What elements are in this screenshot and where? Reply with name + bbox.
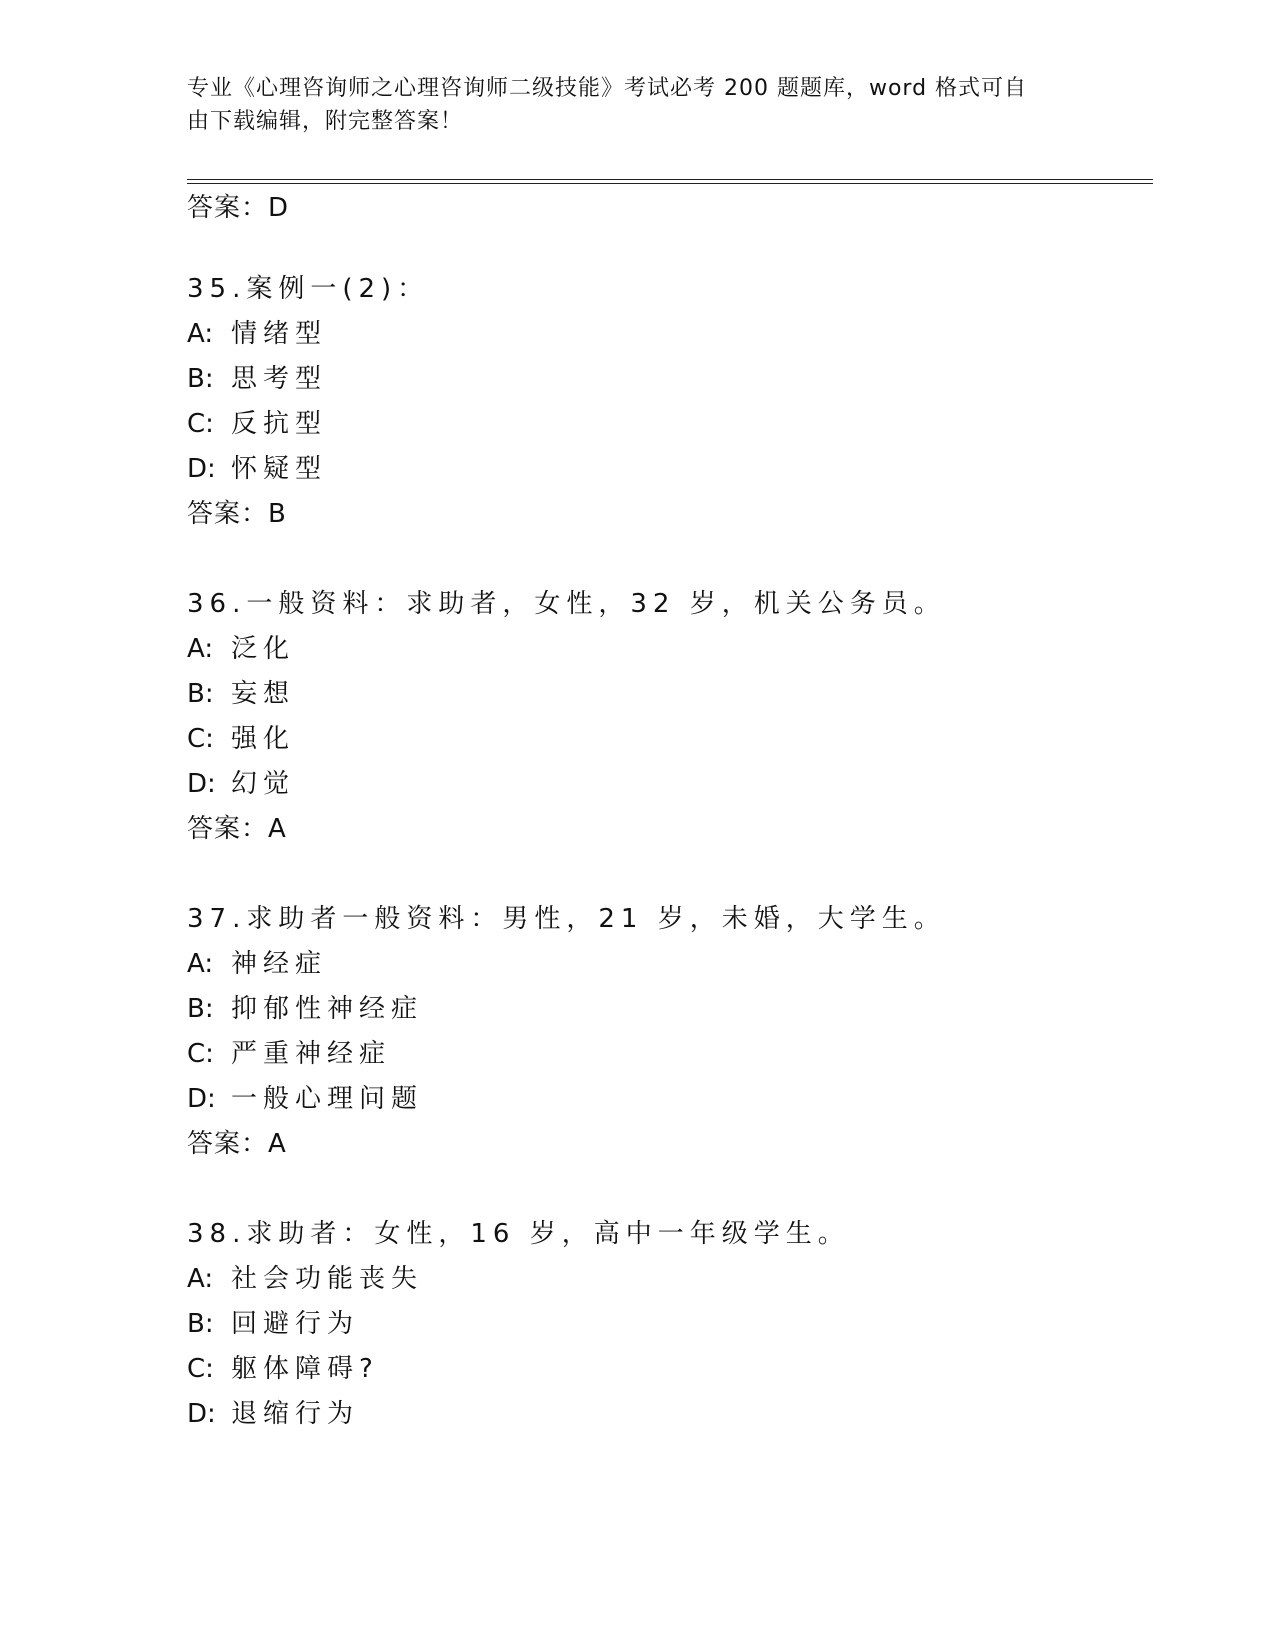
option-text: 严重神经症	[231, 1039, 392, 1069]
option-key: A:	[187, 319, 214, 349]
answer-35: 答案：B	[187, 499, 287, 529]
option-text: 强化	[231, 724, 296, 754]
option-text: 怀疑型	[231, 454, 328, 484]
option-key: B:	[187, 364, 214, 394]
option-38-d	[187, 1398, 359, 1430]
header-line-1: 专业《心理咨询师之心理咨询师二级技能》考试必考 200 题题库，word 格式可自	[187, 76, 1028, 101]
option-37-c	[187, 1038, 391, 1070]
option-37-d	[187, 1083, 423, 1115]
question-35: 35.案例一(2)：	[187, 274, 430, 304]
option-35-c	[187, 408, 327, 440]
option-text: 思考型	[231, 364, 328, 394]
option-36-d	[187, 768, 295, 800]
option-text: 情绪型	[231, 319, 328, 349]
option-text: 回避行为	[231, 1309, 360, 1339]
option-text: 反抗型	[231, 409, 328, 439]
header-divider-bottom	[187, 183, 1153, 184]
option-text: 一般心理问题	[231, 1084, 424, 1114]
option-text: 躯体障碍?	[231, 1354, 379, 1384]
document-header	[187, 72, 1067, 138]
option-key: B:	[187, 679, 214, 709]
option-key: B:	[187, 994, 214, 1024]
option-key: D:	[187, 454, 216, 484]
option-36-c	[187, 723, 295, 755]
option-text: 幻觉	[231, 769, 296, 799]
option-key: C:	[187, 1039, 214, 1069]
option-38-a	[187, 1263, 423, 1295]
option-key: C:	[187, 1354, 214, 1384]
option-35-a	[187, 318, 327, 350]
answer-36: 答案：A	[187, 814, 287, 844]
option-key: A:	[187, 949, 214, 979]
option-text: 妄想	[231, 679, 296, 709]
question-36: 36.一般资料：求助者，女性，32 岁，机关公务员。	[187, 589, 946, 619]
option-text: 社会功能丧失	[231, 1264, 424, 1294]
header-line-2: 由下载编辑，附完整答案！	[187, 109, 464, 134]
option-key: C:	[187, 724, 214, 754]
option-35-d	[187, 453, 327, 485]
answer-prev: 答案：D	[187, 193, 290, 223]
option-key: A:	[187, 634, 214, 664]
option-key: B:	[187, 1309, 214, 1339]
question-38: 38.求助者：女性，16 岁，高中一年级学生。	[187, 1219, 850, 1249]
option-key: C:	[187, 409, 214, 439]
option-37-a	[187, 948, 327, 980]
option-key: A:	[187, 1264, 214, 1294]
option-text: 神经症	[231, 949, 328, 979]
option-text: 抑郁性神经症	[231, 994, 424, 1024]
option-38-b	[187, 1308, 359, 1340]
question-37: 37.求助者一般资料：男性，21 岁，未婚，大学生。	[187, 904, 946, 934]
answer-37: 答案：A	[187, 1129, 287, 1159]
option-key: D:	[187, 1399, 216, 1429]
option-text: 退缩行为	[231, 1399, 360, 1429]
option-key: D:	[187, 769, 216, 799]
option-37-b	[187, 993, 423, 1025]
option-38-c	[187, 1353, 379, 1385]
header-divider-top	[187, 179, 1153, 180]
option-key: D:	[187, 1084, 216, 1114]
option-36-b	[187, 678, 295, 710]
option-text: 泛化	[231, 634, 296, 664]
option-36-a	[187, 633, 295, 665]
option-35-b	[187, 363, 327, 395]
